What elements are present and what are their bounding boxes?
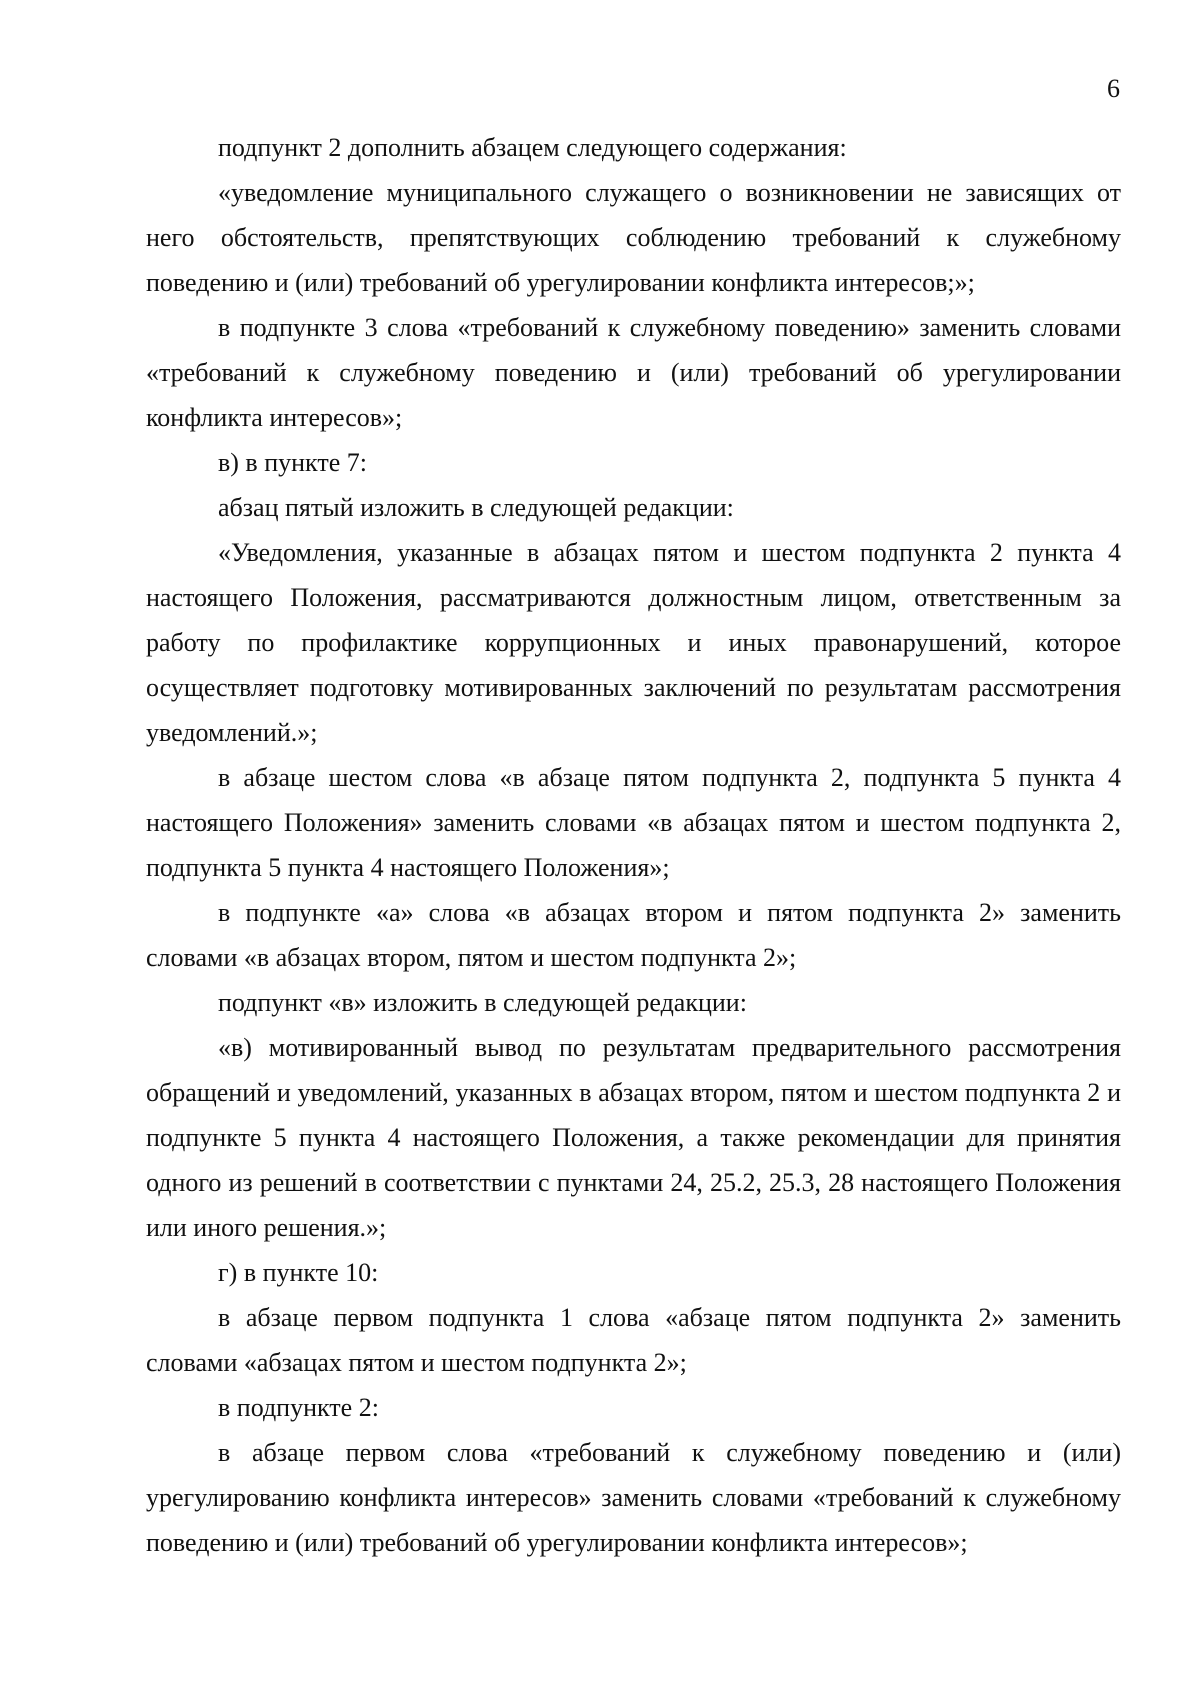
page-number: 6: [1107, 74, 1120, 103]
paragraph: «в) мотивированный вывод по результатам предварительного рассмотрения обращений и уведомлений, указанных в абзацах втором, пятом и шестом подпункта 2 и подпункте 5 пункта 4 настоящего Положения, а также рекомендации для принятия одного из решений в соответствии с пунктами 24, 25.2, 25.3, 28 настоящего Положения или иного решения.»;: [146, 1033, 1121, 1242]
paragraph: в) в пункте 7:: [218, 448, 367, 477]
paragraph: подпункт «в» изложить в следующей редакции:: [218, 988, 747, 1017]
paragraph: в подпункте 2:: [218, 1393, 379, 1422]
paragraph: «уведомление муниципального служащего о возникновении не зависящих от него обстоятельств, препятствующих соблюдению требований к служебному поведению и (или) требований об урегулировании конфликта интересов;»;: [146, 178, 1121, 297]
paragraph: в подпункте «а» слова «в абзацах втором и пятом подпункта 2» заменить словами «в абзацах втором, пятом и шестом подпункта 2»;: [146, 898, 1121, 972]
paragraph: в абзаце первом слова «требований к служебному поведению и (или) урегулированию конфликта интересов» заменить словами «требований к служебному поведению и (или) требований об урегулировании конфликта интересов»;: [146, 1438, 1121, 1557]
paragraph: «Уведомления, указанные в абзацах пятом и шестом подпункта 2 пункта 4 настоящего Положения, рассматриваются должностным лицом, ответственным за работу по профилактике коррупционных и иных правонарушений, которое осуществляет подготовку мотивированных заключений по результатам рассмотрения уведомлений.»;: [146, 538, 1121, 747]
paragraph: подпункт 2 дополнить абзацем следующего содержания:: [218, 133, 847, 162]
document-body: [146, 125, 1121, 1565]
paragraph: абзац пятый изложить в следующей редакции:: [218, 493, 734, 522]
paragraph: г) в пункте 10:: [218, 1258, 379, 1287]
paragraph: в абзаце первом подпункта 1 слова «абзаце пятом подпункта 2» заменить словами «абзацах пятом и шестом подпункта 2»;: [146, 1303, 1121, 1377]
paragraph: в абзаце шестом слова «в абзаце пятом подпункта 2, подпункта 5 пункта 4 настоящего Положения» заменить словами «в абзацах пятом и шестом подпункта 2, подпункта 5 пункта 4 настоящего Положения»;: [146, 763, 1121, 882]
paragraph: в подпункте 3 слова «требований к служебному поведению» заменить словами «требований к служебному поведению и (или) требований об урегулировании конфликта интересов»;: [146, 313, 1121, 432]
